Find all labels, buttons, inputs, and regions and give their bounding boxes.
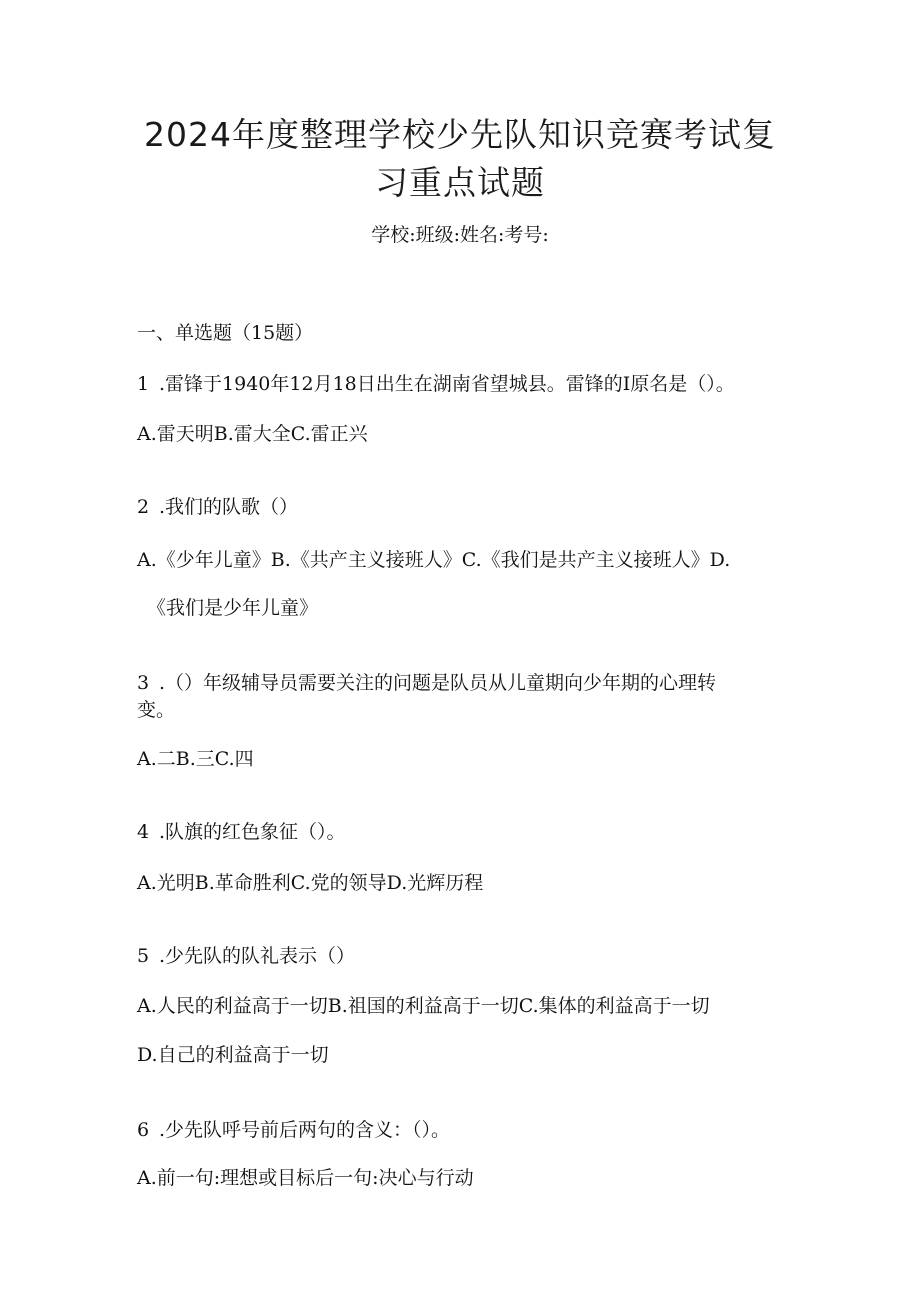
question-3-stem: [137, 670, 716, 696]
question-text: .我们的队歌（）: [159, 496, 299, 518]
student-info-line: 学校:班级:姓名:考号:: [371, 224, 549, 246]
question-number: 2: [137, 496, 150, 518]
question-2-stem: [137, 494, 298, 520]
question-number: 4: [137, 821, 150, 843]
question-text: .少先队呼号前后两句的含义：（）。: [159, 1119, 451, 1141]
section-heading: 一、单选题（15题）: [137, 322, 314, 344]
question-6-stem: [137, 1117, 450, 1143]
question-text: .雷锋于1940年12月18日出生在湖南省望城县。雷锋的I原名是（）。: [159, 373, 735, 395]
question-1-options: A.雷天明B.雷大全C.雷正兴: [137, 423, 368, 445]
question-5-options: A.人民的利益高于一切B.祖国的利益高于一切C.集体的利益高于一切: [137, 995, 710, 1017]
question-2-options-cont: 《我们是少年儿童》: [147, 597, 319, 619]
document-title-line-2: 习重点试题: [375, 163, 545, 202]
question-text: .队旗的红色象征（）。: [159, 821, 346, 843]
question-text: .少先队的队礼表示（）: [159, 945, 356, 967]
question-6-options: A.前一句:理想或目标后一句:决心与行动: [137, 1167, 474, 1189]
question-number: 6: [137, 1119, 150, 1141]
question-number: 3: [137, 672, 150, 694]
question-1-stem: [137, 371, 735, 397]
question-3-stem-cont: 变。: [137, 699, 176, 721]
question-3-options: A.二B.三C.四: [137, 748, 254, 770]
question-4-stem: [137, 819, 346, 845]
question-2-options: A.《少年儿童》B.《共产主义接班人》C.《我们是共产主义接班人》D.: [137, 549, 731, 571]
question-4-options: A.光明B.革命胜利C.党的领导D.光辉历程: [137, 872, 484, 894]
question-text: .（）年级辅导员需要关注的问题是队员从儿童期向少年期的心理转: [159, 672, 717, 694]
question-5-stem: [137, 943, 355, 969]
question-number: 5: [137, 945, 150, 967]
document-title-line-1: 2024年度整理学校少先队知识竞赛考试复: [144, 115, 776, 154]
question-number: 1: [137, 373, 150, 395]
question-5-options-cont: D.自己的利益高于一切: [137, 1044, 329, 1066]
